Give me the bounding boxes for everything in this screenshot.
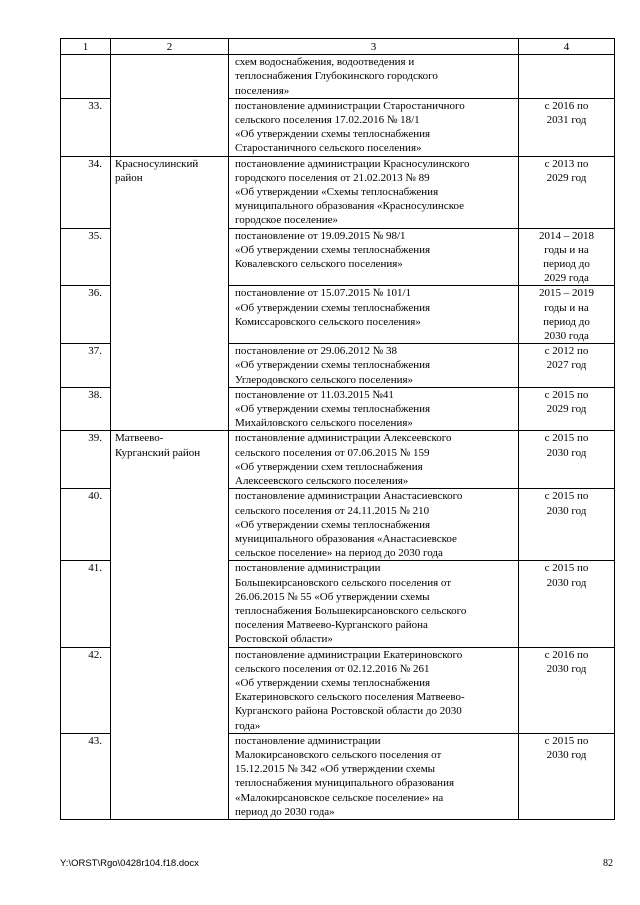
document-line: схем водоснабжения, водоотведения и bbox=[235, 56, 415, 69]
document-line: муниципального образования «Анастасиевское bbox=[235, 532, 457, 545]
period-cell bbox=[519, 344, 615, 388]
document-line: поселения» bbox=[235, 84, 290, 97]
document-line: Ростовской области» bbox=[235, 633, 333, 646]
period-line: 2015 – 2019 bbox=[539, 287, 594, 300]
period-cell bbox=[519, 561, 615, 647]
table-header-row bbox=[61, 39, 615, 55]
period-cell bbox=[519, 228, 615, 286]
row-number: 41. bbox=[61, 561, 111, 647]
document-cell bbox=[229, 228, 519, 286]
district-line: район bbox=[115, 171, 143, 184]
period-line: 2029 год bbox=[546, 403, 587, 416]
period-line: 2030 год bbox=[546, 576, 587, 589]
document-cell bbox=[229, 156, 519, 228]
period-cell bbox=[519, 733, 615, 819]
period-line: период до bbox=[543, 315, 590, 328]
district-cell bbox=[111, 156, 229, 431]
document-line: сельского поселения от 02.12.2016 № 261 bbox=[235, 662, 430, 675]
document-cell bbox=[229, 647, 519, 733]
table-row bbox=[61, 431, 615, 489]
document-line: постановление администрации bbox=[235, 562, 381, 575]
document-line: года» bbox=[235, 719, 261, 732]
period-cell bbox=[519, 431, 615, 489]
district-line: Курганский район bbox=[115, 446, 201, 459]
period-line: с 2015 по bbox=[544, 734, 589, 747]
period-line: с 2015 по bbox=[544, 432, 589, 445]
header-col-3: 3 bbox=[229, 39, 519, 55]
document-line: постановление от 29.06.2012 № 38 bbox=[235, 345, 397, 358]
document-cell bbox=[229, 561, 519, 647]
document-line: 15.12.2015 № 342 «Об утверждении схемы bbox=[235, 763, 436, 776]
document-line: Ковалевского сельского поселения» bbox=[235, 258, 403, 271]
row-number: 43. bbox=[61, 733, 111, 819]
table-row bbox=[61, 55, 615, 99]
period-line: период до bbox=[543, 258, 590, 271]
header-col-1: 1 bbox=[61, 39, 111, 55]
document-line: постановление администрации Алексеевского bbox=[235, 432, 452, 445]
footer-file-path: Y:\ORST\Rgo\0428r104.f18.docx bbox=[60, 858, 199, 869]
period-cell bbox=[519, 489, 615, 561]
header-col-4: 4 bbox=[519, 39, 615, 55]
period-line: 2030 год bbox=[546, 662, 587, 675]
document-line: постановление от 19.09.2015 № 98/1 bbox=[235, 229, 406, 242]
period-cell bbox=[519, 387, 615, 431]
table-body bbox=[61, 39, 615, 820]
row-number: 42. bbox=[61, 647, 111, 733]
document-line: «Об утверждении схемы теплоснабжения bbox=[235, 359, 431, 372]
document-line: постановление администрации Анастасиевского bbox=[235, 490, 463, 503]
document-line: «Малокирсановское сельское поселение» на bbox=[235, 791, 444, 804]
document-line: Екатериновского сельского поселения Матвеево- bbox=[235, 691, 465, 704]
district-cell bbox=[111, 55, 229, 156]
document-line: сельского поселения от 07.06.2015 № 159 bbox=[235, 446, 430, 459]
header-col-2: 2 bbox=[111, 39, 229, 55]
period-line: с 2015 по bbox=[544, 388, 589, 401]
document-line: «Об утверждении схемы теплоснабжения bbox=[235, 403, 431, 416]
district-line: Красносулинский bbox=[115, 157, 199, 170]
document-line: сельское поселение» на период до 2030 года bbox=[235, 547, 443, 560]
document-line: «Об утверждении схем теплоснабжения bbox=[235, 460, 423, 473]
period-cell bbox=[519, 98, 615, 156]
document-line: сельского поселения 17.02.2016 № 18/1 bbox=[235, 114, 420, 127]
document-line: Малокирсановского сельского поселения от bbox=[235, 748, 442, 761]
document-line: период до 2030 года» bbox=[235, 805, 335, 818]
period-cell bbox=[519, 647, 615, 733]
document-line: сельского поселения от 24.11.2015 № 210 bbox=[235, 504, 430, 517]
period-line: годы и на bbox=[544, 301, 589, 314]
district-cell bbox=[111, 431, 229, 819]
period-line: 2014 – 2018 bbox=[539, 229, 594, 242]
row-number: 38. bbox=[61, 387, 111, 431]
row-number: 37. bbox=[61, 344, 111, 388]
document-cell bbox=[229, 387, 519, 431]
period-cell bbox=[519, 286, 615, 344]
document-table bbox=[60, 38, 615, 820]
document-cell bbox=[229, 733, 519, 819]
row-number: 34. bbox=[61, 156, 111, 228]
document-cell bbox=[229, 98, 519, 156]
document-line: Старостаничного сельского поселения» bbox=[235, 142, 422, 155]
document-line: теплоснабжения муниципального образования bbox=[235, 777, 455, 790]
table-row bbox=[61, 156, 615, 228]
row-number: 39. bbox=[61, 431, 111, 489]
row-number bbox=[61, 55, 111, 99]
document-line: постановление администрации bbox=[235, 734, 381, 747]
period-line: 2027 год bbox=[546, 359, 587, 372]
row-number: 40. bbox=[61, 489, 111, 561]
document-line: 26.06.2015 № 55 «Об утверждении схемы bbox=[235, 590, 430, 603]
document-line: теплоснабжения Глубокинского городского bbox=[235, 70, 438, 83]
document-line: Большекирсановского сельского поселения от bbox=[235, 576, 452, 589]
period-line: 2030 год bbox=[546, 504, 587, 517]
document-cell bbox=[229, 431, 519, 489]
period-line: с 2016 по bbox=[544, 648, 589, 661]
period-line: с 2013 по bbox=[544, 157, 589, 170]
document-line: «Об утверждении «Схемы теплоснабжения bbox=[235, 186, 439, 199]
document-line: поселения Матвеево-Курганского района bbox=[235, 619, 428, 632]
document-cell bbox=[229, 286, 519, 344]
document-line: постановление администрации Красносулинского bbox=[235, 157, 470, 170]
period-cell bbox=[519, 156, 615, 228]
period-line: с 2015 по bbox=[544, 562, 589, 575]
document-line: постановление администрации Старостаничного bbox=[235, 99, 465, 112]
period-line: с 2015 по bbox=[544, 490, 589, 503]
document-line: Углеродовского сельского поселения» bbox=[235, 373, 414, 386]
document-line: «Об утверждении схемы теплоснабжения bbox=[235, 676, 431, 689]
document-line: постановление администрации Екатериновского bbox=[235, 648, 463, 661]
document-line: городское поселение» bbox=[235, 214, 339, 227]
document-line: постановление от 15.07.2015 № 101/1 bbox=[235, 287, 412, 300]
page-number: 82 bbox=[603, 858, 613, 869]
document-cell bbox=[229, 344, 519, 388]
document-line: муниципального образования «Красносулинское bbox=[235, 200, 464, 213]
period-cell bbox=[519, 55, 615, 99]
row-number: 36. bbox=[61, 286, 111, 344]
document-line: «Об утверждении схемы теплоснабжения bbox=[235, 518, 431, 531]
period-line: 2029 год bbox=[546, 171, 587, 184]
document-line: постановление от 11.03.2015 №41 bbox=[235, 388, 394, 401]
document-line: городского поселения от 21.02.2013 № 89 bbox=[235, 171, 430, 184]
period-line: 2029 года bbox=[544, 272, 589, 285]
document-line: «Об утверждении схемы теплоснабжения bbox=[235, 243, 431, 256]
document-cell bbox=[229, 55, 519, 99]
document-line: теплоснабжения Большекирсановского сельского bbox=[235, 604, 467, 617]
row-number: 33. bbox=[61, 98, 111, 156]
period-line: 2031 год bbox=[546, 114, 587, 127]
document-cell bbox=[229, 489, 519, 561]
period-line: 2030 год bbox=[546, 748, 587, 761]
period-line: 2030 года bbox=[544, 330, 589, 343]
row-number: 35. bbox=[61, 228, 111, 286]
period-line: с 2012 по bbox=[544, 345, 589, 358]
document-line: «Об утверждении схемы теплоснабжения bbox=[235, 128, 431, 141]
period-line: с 2016 по bbox=[544, 99, 589, 112]
district-line: Матвеево- bbox=[115, 432, 164, 445]
document-line: «Об утверждении схемы теплоснабжения bbox=[235, 301, 431, 314]
document-line: Михайловского сельского поселения» bbox=[235, 417, 413, 430]
document-line: Комиссаровского сельского поселения» bbox=[235, 315, 421, 328]
document-line: Курганского района Ростовской области до 2030 bbox=[235, 705, 462, 718]
period-line: годы и на bbox=[544, 243, 589, 256]
document-line: Алексеевского сельского поселения» bbox=[235, 475, 409, 488]
period-line: 2030 год bbox=[546, 446, 587, 459]
